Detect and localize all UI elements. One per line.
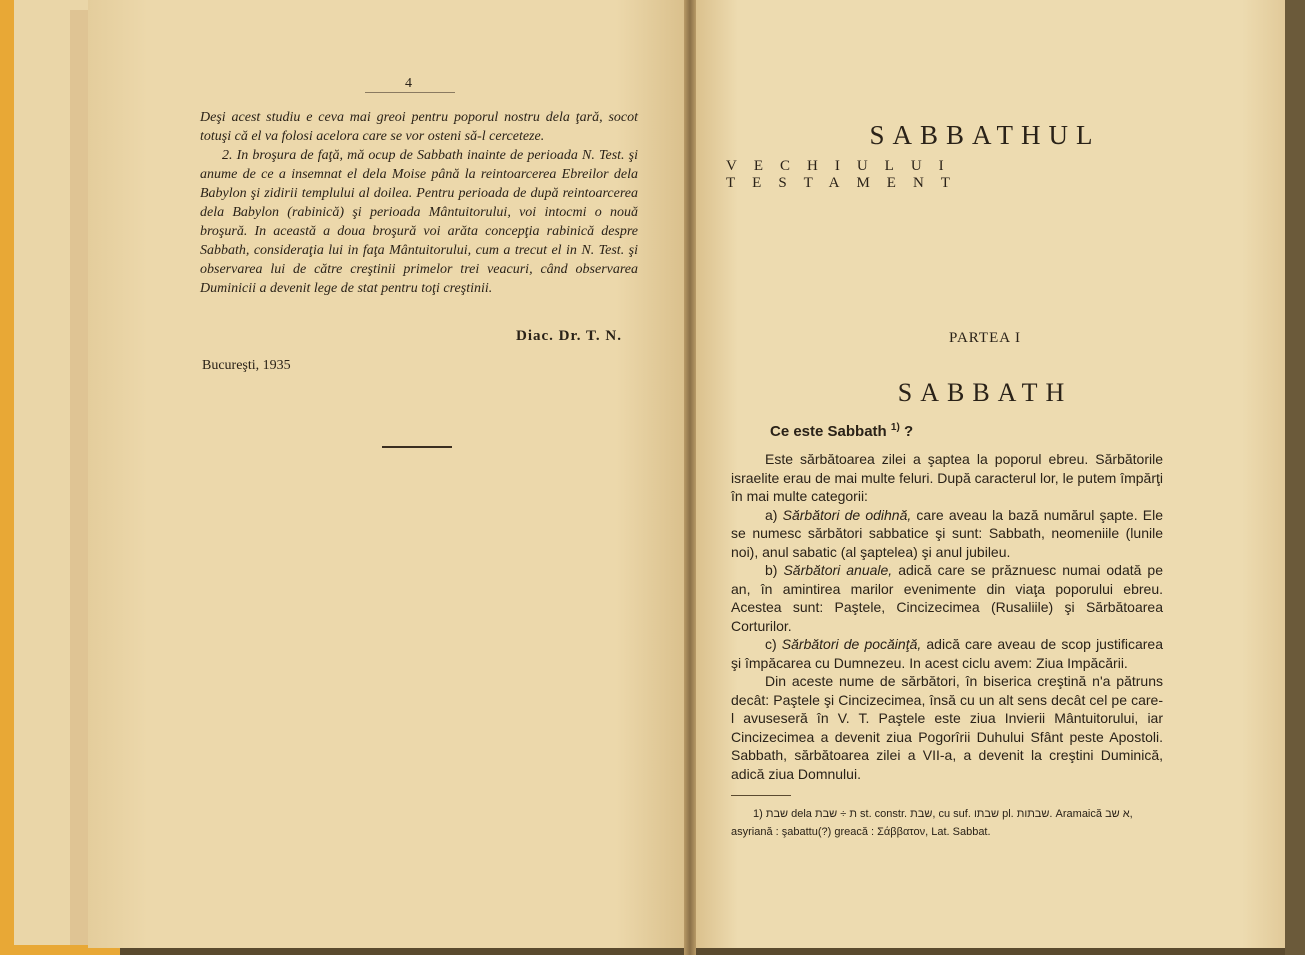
place-date: Bucureşti, 1935 — [202, 358, 291, 373]
part-heading: PARTEA I — [949, 330, 1021, 346]
item-a-label: a) — [765, 506, 783, 523]
item-c-text: adică care aveau de scop justificarea şi împăcarea cu Dumnezeu. In acest ciclu avem: Ziua Impăcării. — [731, 636, 1163, 671]
page-number-rule — [365, 92, 455, 93]
item-c — [731, 635, 1163, 672]
section-title: SABBATH — [897, 378, 1073, 407]
item-c-term: Sărbători de pocăinţă, — [781, 636, 922, 652]
item-b-label: b) — [765, 562, 784, 578]
item-a-term: Sărbători de odihnă, — [782, 506, 912, 523]
item-c-label: c) — [765, 636, 782, 652]
item-b — [731, 561, 1163, 635]
right-page-edge — [1285, 0, 1305, 955]
footnote-text: 1) שבת dela ת ÷ שבת st. constr. שבת, cu suf. שבתו pl. שבתות. Aramaică א שב, asyriană : şabattu(?) greacă : Σάββατον, Lat. Sabbat. — [731, 808, 1133, 838]
end-rule — [382, 446, 452, 448]
chapter-title: SABBATHUL — [869, 120, 1101, 150]
item-a-text: care aveau la bază numărul şapte. Ele se numesc sărbători sabbatice şi sunt: Sabbath, neomeniile (lunile noi), anul sabatic (al şaptelea) şi anul jubileu. — [731, 506, 1164, 560]
item-b-text: adică care se prăznuesc numai odată pe an, în amintirea marilor evenimente din viaţa poporului ebreu. Acestea sunt: Paştele, Cincizecimea (Rusaliile) şi Sărbătoarea Corturilor. — [731, 562, 1164, 634]
question-heading — [770, 422, 913, 440]
footnote-ref: 1) — [890, 422, 900, 433]
footnote-rule — [731, 795, 791, 796]
paragraph-2: 2. In broşura de faţă, mă ocup de Sabbath inainte de perioada N. Test. şi anume de ce a insemnat el dela Moise până la reintoarcerea Ebreilor dela Babylon şi zidirii templului al doilea. Pentru perioada de după reintoarcerea dela Babylon (rabinică) şi perioada Mântuitorului, voi intocmi o nouă broşură. In această a doua broşură voi arăta concepţia rabinică despre Sabbath, consideraţia lui in faţa Mântuitorului, cum a trecut el in N. Test. şi observarea lui de către creştinii primelor trei veacuri, când observarea Duminicii a devenit lege de stat pentru toţi creştinii. — [200, 148, 638, 296]
item-a — [731, 506, 1163, 562]
page-number: 4 — [405, 76, 412, 91]
author-signature: Diac. Dr. T. N. — [516, 328, 622, 344]
book-gutter — [684, 0, 696, 955]
chapter-subtitle: VECHIULUI TESTAMENT — [726, 158, 967, 191]
footnote — [731, 805, 1163, 841]
item-b-term: Sărbători anuale, — [783, 562, 893, 578]
question-text: Ce este Sabbath — [770, 423, 887, 440]
left-page-text — [200, 108, 638, 298]
paragraph-intro: Deşi acest studiu e ceva mai greoi pentru poporul nostru dela ţară, socot totuşi că el va folosi acelora care se vor osteni să-l cerceteze. — [200, 110, 638, 144]
right-page-text — [731, 450, 1163, 783]
paragraph-conclusion: Din aceste nume de sărbători, în biserica creştină n'a pătruns decât: Paştele şi Cincizecimea, însă cu un alt sens decât cel pe care-l avuseseră în V. T. Paştele este ziua Invierii Mântuitorului, iar Cincizecimea a devenit ziua Pogorîrii Duhului Sfânt peste Apostoli. Sabbath, sărbătoarea zilei a VII-a, a devenit la creştini Duminică, adică ziua Domnului. — [731, 673, 1163, 782]
question-mark: ? — [903, 423, 914, 440]
paragraph-definition: Este sărbătoarea zilei a şaptea la poporul ebreu. Sărbătorile israelite erau de mai multe feluri. După caracterul lor, le putem împărţi în mai multe categorii: — [731, 451, 1163, 504]
